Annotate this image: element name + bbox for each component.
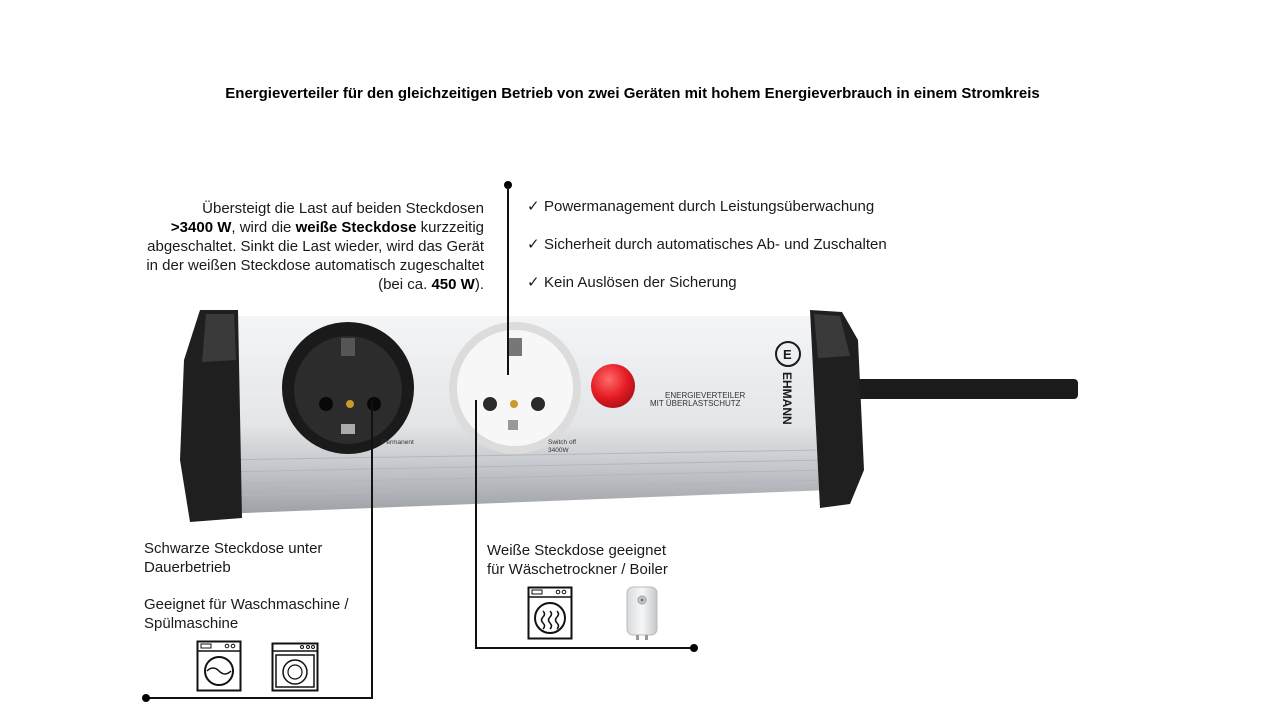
overload-description: [140, 199, 484, 294]
connector-line: [475, 400, 477, 649]
connector-dot: [142, 694, 150, 702]
page-title: Energieverteiler für den gleichzeitigen Betrieb von zwei Geräten mit hohem Energieverbrauch in einem Stromkreis: [225, 85, 1040, 102]
black-socket-text: [144, 539, 349, 633]
desc-text-3: kurzzeitig abgeschaltet. Sinkt die Last wieder, wird das Gerät in der weißen Steckdose automatisch zugeschaltet (bei ca.: [146, 219, 484, 293]
feature-text: Sicherheit durch automatisches Ab- und Zuschalten: [544, 236, 887, 253]
white-socket-text: [487, 541, 668, 579]
black-socket-line: Dauerbetrieb: [144, 559, 231, 576]
label-switch-value: 3400W: [548, 447, 569, 454]
white-socket-line: für Wäschetrockner / Boiler: [487, 561, 668, 578]
label-switch-off: Switch off: [548, 439, 577, 446]
black-socket-line: Geeignet für Waschmaschine /: [144, 596, 349, 613]
power-strip-image: [150, 300, 1100, 535]
desc-reconnect-value: 450 W: [431, 276, 475, 293]
desc-threshold: >3400 W: [170, 219, 232, 236]
panel-text-1: ENERGIEVERTEILER: [665, 391, 746, 400]
black-socket-line: Schwarze Steckdose unter: [144, 540, 323, 557]
desc-white-socket: weiße Steckdose: [295, 219, 417, 236]
feature-text: Powermanagement durch Leistungsüberwachung: [544, 198, 875, 215]
check-icon: ✓: [527, 236, 540, 253]
feature-item: [527, 197, 887, 235]
connector-line: [147, 697, 373, 699]
label-permanent: Permanent: [382, 439, 414, 446]
tumble-dryer-icon: [527, 586, 573, 640]
white-socket-line: Weiße Steckdose geeignet: [487, 542, 666, 559]
check-icon: ✓: [527, 274, 540, 291]
connector-line: [371, 400, 373, 698]
check-icon: ✓: [527, 198, 540, 215]
logo-letter: E: [783, 347, 792, 362]
dishwasher-icon: [271, 642, 319, 692]
feature-list: [527, 197, 887, 311]
black-socket-line: Spülmaschine: [144, 615, 239, 632]
boiler-icon: [624, 584, 660, 642]
feature-item: [527, 235, 887, 273]
desc-text-2: , wird die: [231, 219, 292, 236]
washing-machine-icon: [196, 640, 242, 692]
desc-text-1: Übersteigt die Last auf beiden Steckdosen: [202, 200, 484, 217]
feature-text: Kein Auslösen der Sicherung: [544, 274, 737, 291]
desc-text-4: ).: [474, 276, 484, 293]
panel-text-2: MIT ÜBERLASTSCHUTZ: [650, 399, 741, 408]
connector-dot: [690, 644, 698, 652]
brand-name: EHMANN: [780, 372, 794, 425]
connector-line: [507, 185, 509, 375]
connector-line: [475, 647, 695, 649]
